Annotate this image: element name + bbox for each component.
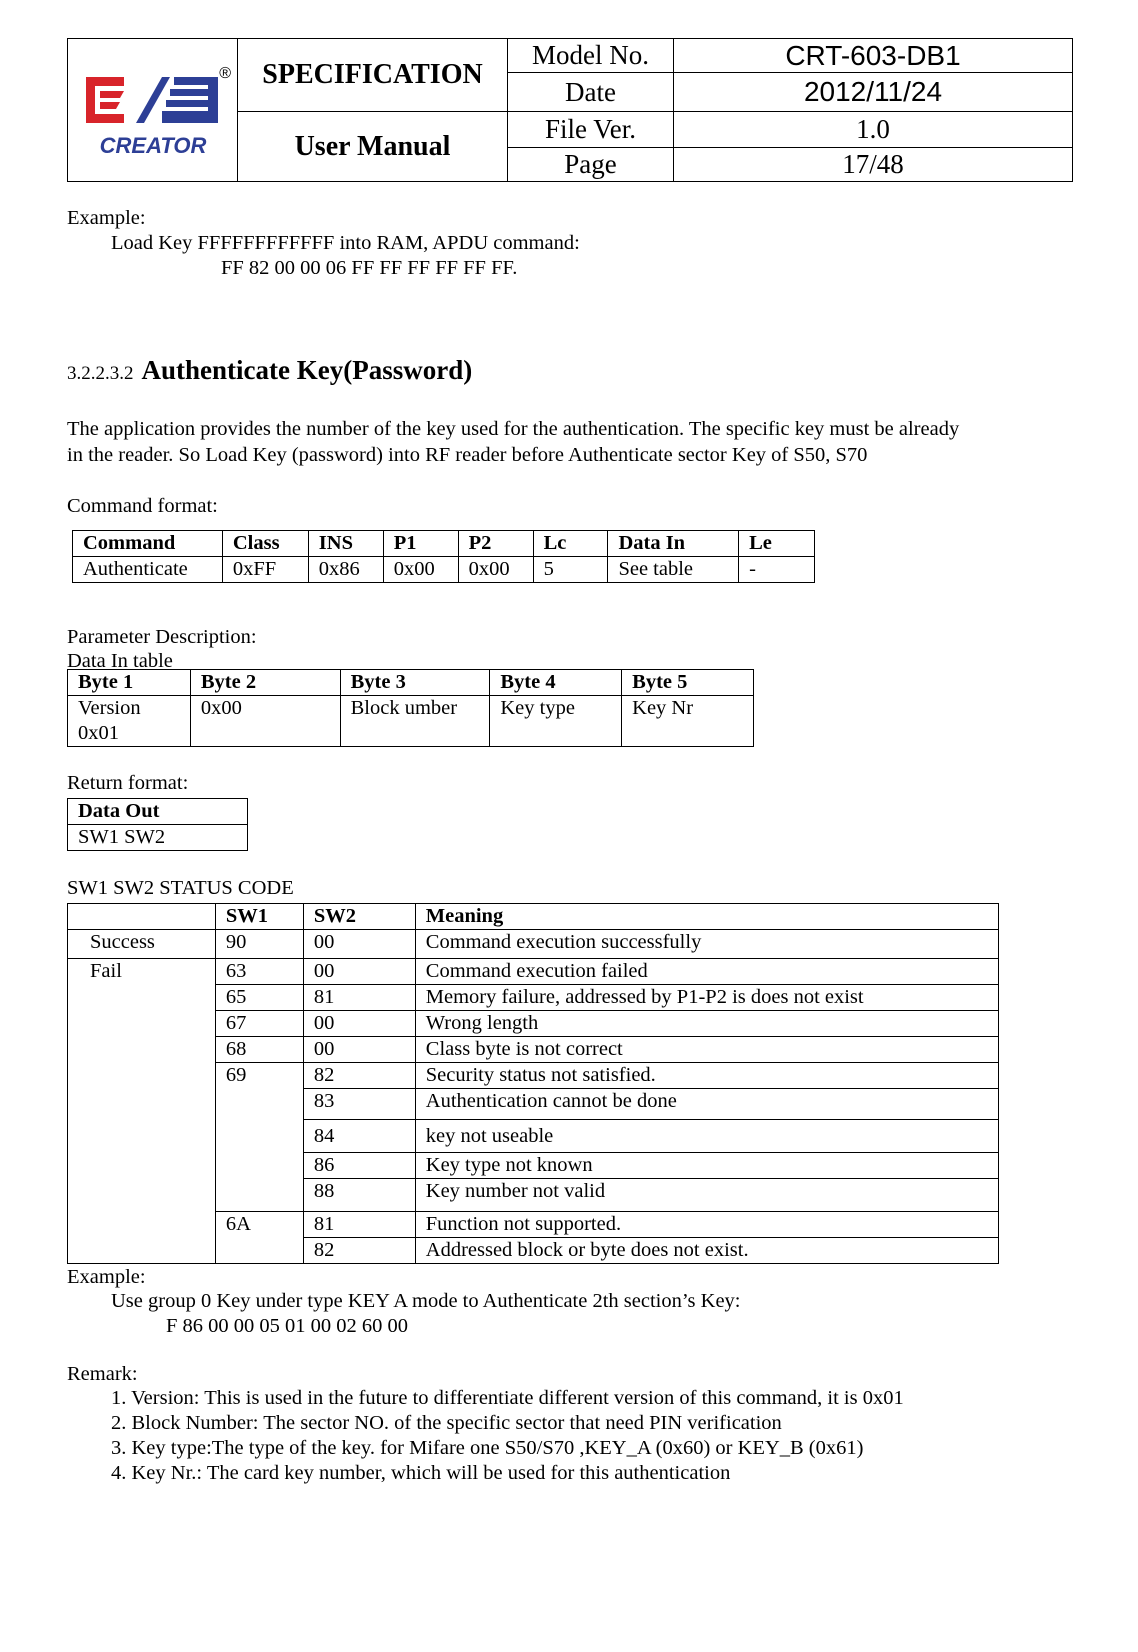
creator-logo-icon: [78, 55, 228, 165]
remark-item: 3. Key type:The type of the key. for Mifare one S50/S70 ,KEY_A (0x60) or KEY_B (0x61): [111, 1437, 864, 1459]
datain-data-row: [68, 696, 754, 747]
status-sw2: 81: [303, 1212, 415, 1238]
params-sublabel: Data In table: [67, 650, 173, 672]
datain-header-cell: Byte 1: [68, 670, 191, 696]
status-sw2: 00: [303, 959, 415, 985]
command-header-cell: Class: [222, 531, 308, 557]
section-heading: [67, 351, 472, 393]
filever-label: File Ver.: [508, 112, 674, 148]
datain-table: [67, 669, 754, 747]
remark-item: 4. Key Nr.: The card key number, which will be used for this authentication: [111, 1462, 731, 1484]
status-sw1: 65: [215, 985, 303, 1011]
datain-cell: [68, 696, 191, 747]
example1-line1: Load Key FFFFFFFFFFFF into RAM, APDU command:: [111, 232, 580, 254]
command-cell: 0xFF: [222, 557, 308, 583]
command-data-row: [73, 557, 815, 583]
datain-cell-line1: Version: [78, 697, 141, 719]
status-sw1: 67: [215, 1011, 303, 1037]
status-label: SW1 SW2 STATUS CODE: [67, 877, 294, 899]
command-header-cell: P1: [383, 531, 458, 557]
section-para1: The application provides the number of the key used for the authentication. The specific key must be already: [67, 418, 960, 440]
status-meaning: Key type not known: [415, 1153, 998, 1179]
command-table: [72, 530, 815, 583]
status-table: [67, 903, 999, 1264]
command-header-row: [73, 531, 815, 557]
datain-cell: Block umber: [340, 696, 490, 747]
spec-title: SPECIFICATION: [238, 39, 508, 112]
datain-cell: Key type: [490, 696, 622, 747]
return-header: Data Out: [68, 799, 248, 825]
status-meaning: Wrong length: [415, 1011, 998, 1037]
status-sw2: 88: [303, 1179, 415, 1212]
status-sw2: 83: [303, 1089, 415, 1120]
status-meaning: key not useable: [415, 1120, 998, 1153]
return-label: Return format:: [67, 772, 189, 794]
command-cell: 0x86: [308, 557, 383, 583]
status-meaning: Function not supported.: [415, 1212, 998, 1238]
section-number: 3.2.2.3.2: [67, 363, 134, 384]
command-cell: Authenticate: [73, 557, 223, 583]
status-header-cell: SW2: [303, 904, 415, 930]
status-header-row: [68, 904, 999, 930]
status-sw2: 84: [303, 1120, 415, 1153]
manual-title: User Manual: [238, 112, 508, 182]
section-para2: in the reader. So Load Key (password) into RF reader before Authenticate sector Key of S50, S70: [67, 444, 868, 466]
command-header-cell: INS: [308, 531, 383, 557]
status-sw2: 00: [303, 1011, 415, 1037]
model-label: Model No.: [508, 39, 674, 73]
status-sw1: 90: [215, 930, 303, 959]
status-meaning: Key number not valid: [415, 1179, 998, 1212]
status-sw1: 63: [215, 959, 303, 985]
datain-header-cell: Byte 3: [340, 670, 490, 696]
example2-label: Example:: [67, 1266, 146, 1288]
command-cell: See table: [608, 557, 739, 583]
status-sw1: 6A: [215, 1212, 303, 1264]
status-sw2: 00: [303, 930, 415, 959]
datain-cell-line2: 0x01: [78, 722, 119, 744]
command-cell: -: [739, 557, 815, 583]
return-value: SW1 SW2: [68, 825, 248, 851]
command-label: Command format:: [67, 495, 218, 517]
command-cell: 0x00: [383, 557, 458, 583]
command-header-cell: Command: [73, 531, 223, 557]
status-meaning: Class byte is not correct: [415, 1037, 998, 1063]
example2-line1: Use group 0 Key under type KEY A mode to Authenticate 2th section’s Key:: [111, 1290, 741, 1312]
status-sw1: 69: [215, 1063, 303, 1212]
status-header-cell: Meaning: [415, 904, 998, 930]
command-header-cell: P2: [458, 531, 533, 557]
section-title: Authenticate Key(Password): [141, 355, 473, 385]
status-header-cell: SW1: [215, 904, 303, 930]
status-meaning: Authentication cannot be done: [415, 1089, 998, 1120]
status-row-success: [68, 930, 999, 959]
command-cell: 5: [533, 557, 608, 583]
status-header-cell: [68, 904, 216, 930]
command-cell: 0x00: [458, 557, 533, 583]
svg-text:CREATOR: CREATOR: [99, 133, 206, 158]
datain-cell: 0x00: [190, 696, 340, 747]
datain-header-cell: Byte 4: [490, 670, 622, 696]
datain-header-cell: Byte 5: [622, 670, 754, 696]
status-meaning: Addressed block or byte does not exist.: [415, 1238, 998, 1264]
page-value: 17/48: [674, 148, 1073, 182]
status-sw1: 68: [215, 1037, 303, 1063]
status-meaning: Command execution successfully: [415, 930, 998, 959]
status-meaning: Command execution failed: [415, 959, 998, 985]
example2-line2: F 86 00 00 05 01 00 02 60 00: [166, 1315, 409, 1337]
status-sw2: 82: [303, 1238, 415, 1264]
status-meaning: Memory failure, addressed by P1-P2 is does not exist: [415, 985, 998, 1011]
status-result: Success: [68, 930, 216, 959]
status-sw2: 82: [303, 1063, 415, 1089]
status-sw2: 00: [303, 1037, 415, 1063]
remark-item: 1. Version: This is used in the future to differentiate different version of this command, it is 0x01: [111, 1387, 904, 1409]
example1-label: Example:: [67, 207, 146, 229]
return-table: [67, 798, 248, 851]
status-result-fail: Fail: [68, 959, 216, 1264]
date-value: 2012/11/24: [674, 73, 1073, 112]
status-sw2: 86: [303, 1153, 415, 1179]
status-sw2: 81: [303, 985, 415, 1011]
command-header-cell: Le: [739, 531, 815, 557]
filever-value: 1.0: [674, 112, 1073, 148]
command-header-cell: Lc: [533, 531, 608, 557]
date-label: Date: [508, 73, 674, 112]
datain-cell: Key Nr: [622, 696, 754, 747]
page-label: Page: [508, 148, 674, 182]
datain-header-row: [68, 670, 754, 696]
remark-item: 2. Block Number: The sector NO. of the specific sector that need PIN verification: [111, 1412, 782, 1434]
model-value: CRT-603-DB1: [674, 39, 1073, 73]
example1-line2: FF 82 00 00 06 FF FF FF FF FF FF.: [221, 257, 518, 279]
status-row: [68, 959, 999, 985]
remark-label: Remark:: [67, 1363, 138, 1385]
params-label: Parameter Description:: [67, 626, 257, 648]
header-table: [67, 38, 1073, 182]
datain-header-cell: Byte 2: [190, 670, 340, 696]
logo-cell: [68, 39, 238, 182]
status-meaning: Security status not satisfied.: [415, 1063, 998, 1089]
document-page: [67, 38, 1072, 1484]
registered-mark: ®: [219, 65, 231, 82]
command-header-cell: Data In: [608, 531, 739, 557]
